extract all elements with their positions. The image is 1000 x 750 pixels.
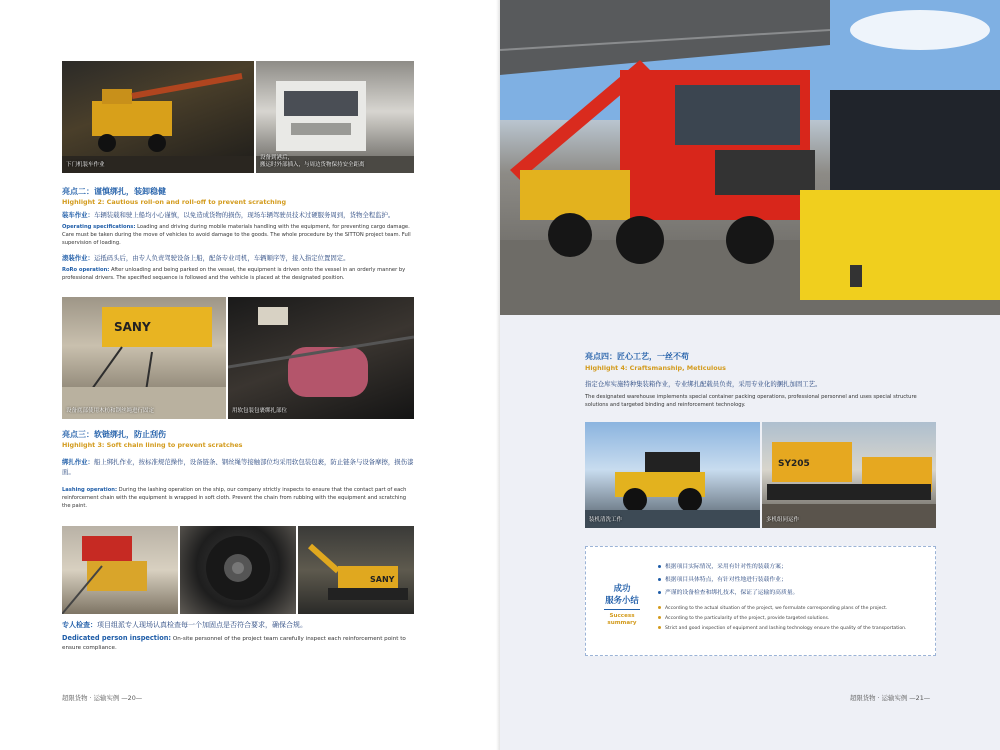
paragraph-label: Dedicated person inspection: <box>62 634 172 642</box>
highlight-2-title-cn: 亮点二：谨慎绑扎，装卸稳健 <box>62 187 166 196</box>
summary-item-en <box>658 615 829 622</box>
svg-text:SY205: SY205 <box>778 459 810 469</box>
photo-sany-equipment-lashed <box>62 297 226 419</box>
photo-wheel-loader-deck <box>585 422 760 528</box>
photo-caption: 下门机装车作业 <box>66 162 105 168</box>
paragraph-label: 专人检查： <box>62 621 97 629</box>
photo-crane-night-loading <box>62 61 254 173</box>
photo-caption: 用软包装包裹绑扎部位 <box>232 408 288 414</box>
highlight-4-paragraph-en: The designated warehouse implements special container packing operations, professional personnel and uses special structure solutions and targeted binding and reinforcement technology. <box>585 394 917 408</box>
summary-title-cn-2: 服务小结 <box>605 595 639 605</box>
bullet-icon <box>658 616 661 619</box>
summary-title-en-2: summary <box>607 620 637 626</box>
photo-tire-wheel <box>180 526 296 614</box>
bullet-icon <box>658 606 661 609</box>
paragraph-text: 车辆装载和驶上船均小心谨慎，以免造成货物的损伤，现场车辆驾驶员技术过硬服务周到，货物全程监护。 <box>93 211 395 219</box>
paragraph-text: 船上绑扎作业，按标准规范操作，设备链条、钢丝绳等接触部位均采用软包装包裹，防止链条与设备摩擦，损伤漆面。 <box>62 458 414 476</box>
highlight-4-title-en: Highlight 4: Craftsmanship, Meticulous <box>585 364 726 372</box>
summary-item-text: According to the particularity of the project, provide targeted solutions. <box>665 616 830 621</box>
summary-item-text: 根据项目具体特点，有针对性地进行装载作业； <box>665 577 787 583</box>
summary-item-text: Strict and good inspection of equipment and lashing technology ensure the quality of the transportation. <box>665 626 907 631</box>
photo-concrete-pump-truck <box>500 0 1000 315</box>
paragraph-label: Lashing operation: <box>62 487 118 493</box>
photo-caption: 设备到港后， 搬运时外部插入，与周边货物保持安全距离 <box>260 155 365 168</box>
photo-caption: 设备底部使用木枋和钢丝绳进行固定 <box>66 408 155 414</box>
bullet-icon <box>658 591 661 594</box>
success-summary-box <box>585 546 936 656</box>
bullet-icon <box>658 578 661 581</box>
page-footer-left: 超限货物 · 运输实例 —20— <box>62 694 143 702</box>
highlight-3-paragraph-1-en <box>62 486 414 510</box>
inspection-paragraph-cn <box>62 620 414 630</box>
svg-text:SANY: SANY <box>370 575 395 584</box>
highlight-2-title-en: Highlight 2: Cautious roll-on and roll-off to prevent scratching <box>62 198 287 206</box>
paragraph-label: Operating specifications: <box>62 224 136 230</box>
summary-badge <box>596 555 648 647</box>
highlight-3-title-en: Highlight 3: Soft chain lining to prevent scratches <box>62 441 243 449</box>
summary-item-text: 根据项目实际情况，采用有针对性的装载方案； <box>665 564 787 570</box>
summary-title-cn-1: 成功 <box>613 583 631 593</box>
highlight-2-paragraph-2-en <box>62 266 414 282</box>
summary-divider <box>604 609 640 610</box>
highlight-2-paragraph-1-cn <box>62 210 414 220</box>
highlight-2-paragraph-1-en <box>62 223 414 247</box>
photo-caption: 多机组同运作 <box>766 517 800 523</box>
highlight-2-paragraph-2-cn <box>62 253 414 263</box>
paragraph-text: Loading and driving during mobile materials handling with the equipment, for preventing cargo damage. Care must be taken during the move of vehicles to avoid damage to the goods. The whole procedure by the SITTON project team. Full supervision of loading. <box>62 224 411 246</box>
photo-white-truck-deck <box>256 61 414 173</box>
paragraph-label: 装车作业： <box>62 211 94 219</box>
summary-title-en-1: Success <box>609 613 635 619</box>
highlight-4-title-cn: 亮点四：匠心工艺，一丝不苟 <box>585 352 689 361</box>
highlight-3-paragraph-1-cn <box>62 457 414 477</box>
svg-text:SANY: SANY <box>114 320 151 334</box>
summary-item-text: According to the actual situation of the project, we formulate corresponding plans of the project. <box>665 606 888 611</box>
photo-caption: 装机清洗工作 <box>589 517 623 523</box>
paragraph-label: 绑扎作业： <box>62 458 94 466</box>
paragraph-text: After unloading and being parked on the vessel, the equipment is driven onto the vessel in an orderly manner by professional drivers. The specified sequence is followed and the vehicle is placed at the designated position. <box>62 267 406 281</box>
bullet-icon <box>658 626 661 629</box>
paragraph-label: 滚装作业： <box>62 254 94 262</box>
summary-item-en <box>658 625 907 632</box>
highlight-3-title-cn: 亮点三：软链绑扎，防止刮伤 <box>62 430 166 439</box>
summary-item-cn <box>658 589 798 597</box>
bullet-icon <box>658 565 661 568</box>
photo-sany-excavators <box>762 422 936 528</box>
highlight-4-paragraph-cn: 指定仓库实施特种集装箱作业，专业绑扎配载员负责，采用专业化的捆扎加固工艺。 <box>585 380 822 388</box>
photo-soft-wrapped-lashing-point <box>228 297 414 419</box>
paragraph-label: RoRo operation: <box>62 267 110 273</box>
photo-crane-in-hold <box>62 526 178 614</box>
summary-item-text: 严谨的设备检查和绑扎技术，保证了运输的高质量。 <box>665 590 799 596</box>
photo-sany-excavator-hold <box>298 526 414 614</box>
paragraph-text: During the lashing operation on the ship, our company strictly inspects to ensure that the contact part of each reinforcement chain with the equipment is wrapped in soft cloth. Prevent the chain from rubbing with the equipment and scratching the paint. <box>62 487 407 509</box>
summary-item-en <box>658 605 887 612</box>
inspection-paragraph-en <box>62 634 414 653</box>
paragraph-text: 运抵码头后，由专人负责驾驶设备上船，配备专业司机，车辆顺序等，接入指定位置固定。 <box>93 254 350 262</box>
summary-item-cn <box>658 576 787 584</box>
paragraph-text: On-site personnel of the project team carefully inspect each reinforcement point to ensure compliance. <box>62 636 406 651</box>
page-footer-right: 超限货物 · 运输实例 —21— <box>850 694 931 702</box>
summary-item-cn <box>658 563 787 571</box>
paragraph-text: 项目组派专人现场认真检查每一个加固点是否符合要求，确保合规。 <box>97 621 307 629</box>
